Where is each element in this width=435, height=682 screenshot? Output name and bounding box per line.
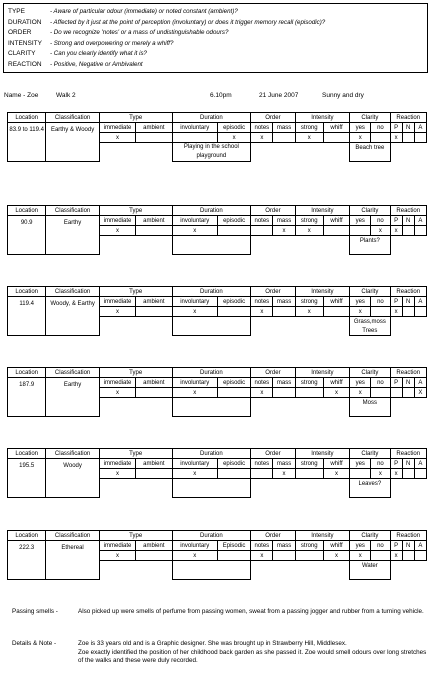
classification-header: Classification	[46, 368, 100, 378]
legend-desc: - Do we recognize 'notes' or a mass of undistinguishable odours?	[50, 29, 229, 36]
subheader-immediate: immediate	[99, 216, 135, 226]
type-header: Type	[99, 368, 172, 378]
mark-cell	[273, 551, 295, 561]
classification-header: Classification	[46, 287, 100, 297]
mark-cell	[402, 133, 414, 143]
legend-row	[8, 39, 423, 50]
subheader-mass: mass	[273, 297, 295, 307]
subheader-notes: notes	[251, 297, 273, 307]
clarity-note: Grass,moss Trees	[350, 317, 390, 336]
observation-table	[7, 112, 427, 162]
mark-cell: x	[295, 133, 323, 143]
mark-cell: x	[251, 551, 273, 561]
observation-table	[7, 286, 427, 336]
mark-cell	[136, 226, 172, 236]
observation-table	[7, 205, 427, 255]
mark-cell	[402, 226, 414, 236]
participant-name: Name - Zoe	[4, 92, 39, 99]
reaction-header: Reaction	[390, 287, 426, 297]
subheader-involuntary: involuntary	[172, 378, 217, 388]
clarity-note: Moss	[350, 398, 390, 417]
walk-header	[4, 92, 424, 102]
legend-desc: - Affected by it just at the point of perception (involuntary) or does it trigger memory recall (episodic)?	[50, 18, 326, 26]
subheader-ambient: ambient	[136, 459, 172, 469]
location-cell: 119.4	[8, 297, 46, 336]
subheader-episodic: episodic	[217, 378, 250, 388]
walk-date: 21 June 2007	[259, 92, 299, 99]
subheader-n: N	[402, 378, 414, 388]
subheader-a: A	[414, 378, 426, 388]
subheader-strong: strong	[295, 378, 323, 388]
location-cell: 222.3	[8, 541, 46, 580]
subheader-mass: mass	[273, 459, 295, 469]
mark-cell: x	[172, 388, 217, 398]
details-text	[78, 640, 428, 666]
subheader-notes: notes	[251, 123, 273, 133]
blank-cell	[390, 561, 426, 580]
clarity-header: Clarity	[350, 531, 390, 541]
subheader-n: N	[402, 297, 414, 307]
classification-cell: Earthy & Woody	[46, 123, 100, 162]
subheader-n: N	[402, 216, 414, 226]
subheader-strong: strong	[295, 123, 323, 133]
mark-cell: x	[371, 226, 390, 236]
blank-cell	[99, 317, 172, 336]
blank-cell	[251, 236, 350, 255]
mark-cell	[323, 133, 349, 143]
subheader-episodic: episodic	[217, 216, 250, 226]
mark-cell	[371, 133, 390, 143]
clarity-header: Clarity	[350, 287, 390, 297]
subheader-episodic: episodic	[217, 459, 250, 469]
duration-header: Duration	[172, 449, 251, 459]
mark-cell	[371, 307, 390, 317]
subheader-episodic: Episodic	[217, 541, 250, 551]
intensity-header: Intensity	[295, 206, 350, 216]
subheader-whiff: whiff	[323, 297, 349, 307]
order-header: Order	[251, 449, 295, 459]
blank-cell	[99, 561, 172, 580]
subheader-p: P	[390, 216, 402, 226]
subheader-strong: strong	[295, 541, 323, 551]
type-header: Type	[99, 206, 172, 216]
order-header: Order	[251, 206, 295, 216]
mark-cell: x	[295, 307, 323, 317]
blank-cell	[99, 143, 172, 162]
clarity-note: Plants?	[350, 236, 390, 255]
type-header: Type	[99, 531, 172, 541]
reaction-header: Reaction	[390, 206, 426, 216]
blank-cell	[251, 143, 350, 162]
duration-header: Duration	[172, 368, 251, 378]
passing-smells-text: Also picked up were smells of perfume from passing women, sweat from a passing jogger and rubber from a turning vehicle.	[78, 608, 424, 615]
mark-cell	[251, 226, 273, 236]
subheader-whiff: whiff	[323, 459, 349, 469]
mark-cell	[136, 133, 172, 143]
blank-cell	[390, 398, 426, 417]
subheader-yes: yes	[350, 216, 371, 226]
observation-table	[7, 367, 427, 417]
mark-cell	[323, 226, 349, 236]
subheader-strong: strong	[295, 459, 323, 469]
duration-note	[172, 561, 251, 580]
subheader-yes: yes	[350, 123, 371, 133]
mark-cell: x	[99, 469, 135, 479]
duration-note	[172, 236, 251, 255]
location-cell: 90.9	[8, 216, 46, 255]
mark-cell: x	[251, 133, 273, 143]
subheader-a: A	[414, 297, 426, 307]
mark-cell	[217, 226, 250, 236]
subheader-whiff: whiff	[323, 378, 349, 388]
legend-key: REACTION	[8, 60, 42, 68]
type-header: Type	[99, 449, 172, 459]
passing-smells	[12, 608, 432, 628]
blank-cell	[251, 561, 350, 580]
classification-header: Classification	[46, 206, 100, 216]
header-row	[8, 449, 427, 459]
subheader-strong: strong	[295, 297, 323, 307]
subheader-whiff: whiff	[323, 541, 349, 551]
subheader-immediate: immediate	[99, 378, 135, 388]
order-header: Order	[251, 531, 295, 541]
subheader-notes: notes	[251, 541, 273, 551]
subheader-mass: mass	[273, 216, 295, 226]
duration-header: Duration	[172, 206, 251, 216]
clarity-header: Clarity	[350, 113, 390, 123]
subheader-involuntary: involuntary	[172, 216, 217, 226]
duration-header: Duration	[172, 113, 251, 123]
walk-time: 6.10pm	[210, 92, 232, 99]
classification-header: Classification	[46, 449, 100, 459]
mark-cell	[414, 226, 426, 236]
subheader-ambient: ambient	[136, 541, 172, 551]
header-row	[8, 206, 427, 216]
walk-weather: Sunny and dry	[322, 92, 364, 99]
subheader-a: A	[414, 541, 426, 551]
mark-cell	[402, 388, 414, 398]
subheader-p: P	[390, 541, 402, 551]
subheader-ambient: ambient	[136, 378, 172, 388]
legend-desc: - Positive, Negative or Ambivalent	[50, 60, 143, 68]
subheader-yes: yes	[350, 541, 371, 551]
legend-key: ORDER	[8, 29, 32, 36]
header-row	[8, 287, 427, 297]
classification-cell: Woody, & Earthy	[46, 297, 100, 336]
mark-cell	[273, 388, 295, 398]
reaction-header: Reaction	[390, 531, 426, 541]
classification-header: Classification	[46, 113, 100, 123]
subheader-involuntary: involuntary	[172, 541, 217, 551]
blank-cell	[99, 398, 172, 417]
mark-cell: x	[295, 226, 323, 236]
mark-cell	[273, 133, 295, 143]
mark-cell: x	[350, 551, 371, 561]
location-header: Location	[8, 531, 46, 541]
mark-cell: x	[99, 133, 135, 143]
subheader-n: N	[402, 123, 414, 133]
duration-header: Duration	[172, 531, 251, 541]
subheader-notes: notes	[251, 459, 273, 469]
classification-header: Classification	[46, 531, 100, 541]
mark-cell: x	[371, 469, 390, 479]
subheader-row	[8, 123, 427, 133]
subheader-row	[8, 216, 427, 226]
subheader-mass: mass	[273, 123, 295, 133]
duration-note	[172, 479, 251, 498]
mark-cell: x	[217, 133, 250, 143]
subheader-episodic: episodic	[217, 297, 250, 307]
mark-cell: x	[172, 226, 217, 236]
legend-row	[8, 7, 423, 18]
mark-cell	[136, 551, 172, 561]
blank-cell	[251, 317, 350, 336]
duration-header: Duration	[172, 287, 251, 297]
intensity-header: Intensity	[295, 449, 350, 459]
mark-cell	[350, 226, 371, 236]
subheader-episodic: episodic	[217, 123, 250, 133]
blank-cell	[390, 479, 426, 498]
mark-cell: x	[350, 307, 371, 317]
mark-cell	[414, 307, 426, 317]
mark-cell	[323, 307, 349, 317]
legend-box	[3, 3, 428, 73]
classification-cell: Ethereal	[46, 541, 100, 580]
subheader-no: no	[371, 216, 390, 226]
legend-key: CLARITY	[8, 50, 36, 57]
classification-cell: Woody	[46, 459, 100, 498]
subheader-no: no	[371, 297, 390, 307]
intensity-header: Intensity	[295, 368, 350, 378]
subheader-yes: yes	[350, 297, 371, 307]
clarity-header: Clarity	[350, 368, 390, 378]
mark-cell: x	[390, 469, 402, 479]
observation-table	[7, 448, 427, 498]
mark-cell	[136, 307, 172, 317]
passing-smells-label: Passing smells -	[12, 608, 58, 615]
subheader-involuntary: involuntary	[172, 459, 217, 469]
subheader-row	[8, 459, 427, 469]
mark-cell: x	[273, 226, 295, 236]
walk-label: Walk 2	[56, 92, 76, 99]
subheader-p: P	[390, 297, 402, 307]
intensity-header: Intensity	[295, 531, 350, 541]
subheader-n: N	[402, 459, 414, 469]
subheader-whiff: whiff	[323, 123, 349, 133]
mark-cell	[371, 551, 390, 561]
subheader-ambient: ambient	[136, 216, 172, 226]
subheader-immediate: immediate	[99, 541, 135, 551]
type-header: Type	[99, 287, 172, 297]
mark-cell	[402, 551, 414, 561]
location-cell: 195.5	[8, 459, 46, 498]
header-row	[8, 368, 427, 378]
mark-cell	[390, 388, 402, 398]
legend-key: DURATION	[8, 18, 42, 26]
subheader-row	[8, 541, 427, 551]
clarity-header: Clarity	[350, 449, 390, 459]
subheader-ambient: ambient	[136, 297, 172, 307]
mark-cell	[402, 469, 414, 479]
mark-cell	[217, 469, 250, 479]
subheader-p: P	[390, 123, 402, 133]
subheader-no: no	[371, 378, 390, 388]
location-cell: 187.9	[8, 378, 46, 417]
mark-cell: x	[350, 133, 371, 143]
blank-cell	[390, 236, 426, 255]
duration-note	[172, 317, 251, 336]
blank-cell	[251, 398, 350, 417]
legend-row	[8, 49, 423, 60]
mark-cell	[350, 469, 371, 479]
duration-note: Playing in the school playground	[172, 143, 251, 162]
mark-cell	[295, 551, 323, 561]
blank-cell	[390, 317, 426, 336]
details-text-2: Zoe exactly identified the position of her childhood back garden as she passed it. Zoe would smell odours over long stretches of the walks and these were duly recorded.	[78, 648, 427, 664]
legend-row	[8, 28, 423, 39]
mark-cell: x	[390, 226, 402, 236]
subheader-mass: mass	[273, 378, 295, 388]
mark-cell	[217, 307, 250, 317]
subheader-ambient: ambient	[136, 123, 172, 133]
header-row	[8, 113, 427, 123]
mark-cell: x	[323, 469, 349, 479]
order-header: Order	[251, 287, 295, 297]
subheader-a: A	[414, 459, 426, 469]
mark-cell: x	[172, 469, 217, 479]
legend-row	[8, 18, 423, 29]
clarity-note: Beach tree	[350, 143, 390, 162]
mark-cell: x	[172, 307, 217, 317]
location-header: Location	[8, 206, 46, 216]
subheader-p: P	[390, 378, 402, 388]
mark-cell	[136, 388, 172, 398]
legend-desc: - Can you clearly identify what it is?	[50, 50, 147, 57]
reaction-header: Reaction	[390, 449, 426, 459]
mark-cell	[251, 469, 273, 479]
clarity-note: Water	[350, 561, 390, 580]
observation-table	[7, 530, 427, 580]
duration-note	[172, 398, 251, 417]
subheader-notes: notes	[251, 216, 273, 226]
location-header: Location	[8, 449, 46, 459]
legend-key: TYPE	[8, 8, 25, 15]
subheader-involuntary: involuntary	[172, 297, 217, 307]
mark-cell: x	[273, 469, 295, 479]
classification-cell: Earthy	[46, 378, 100, 417]
mark-cell: x	[323, 388, 349, 398]
mark-cell	[371, 388, 390, 398]
location-header: Location	[8, 287, 46, 297]
reaction-header: Reaction	[390, 113, 426, 123]
order-header: Order	[251, 368, 295, 378]
subheader-no: no	[371, 459, 390, 469]
subheader-yes: yes	[350, 378, 371, 388]
details-label: Details & Note -	[12, 640, 57, 647]
mark-cell	[295, 388, 323, 398]
mark-cell: x	[99, 226, 135, 236]
mark-cell	[273, 307, 295, 317]
mark-cell	[136, 469, 172, 479]
location-header: Location	[8, 368, 46, 378]
subheader-row	[8, 297, 427, 307]
blank-cell	[99, 236, 172, 255]
mark-cell	[414, 469, 426, 479]
intensity-header: Intensity	[295, 113, 350, 123]
clarity-header: Clarity	[350, 206, 390, 216]
mark-cell	[414, 551, 426, 561]
subheader-a: A	[414, 123, 426, 133]
subheader-mass: mass	[273, 541, 295, 551]
mark-cell: x	[172, 551, 217, 561]
mark-cell	[402, 307, 414, 317]
mark-cell: X	[414, 388, 426, 398]
subheader-yes: yes	[350, 459, 371, 469]
subheader-involuntary: involuntary	[172, 123, 217, 133]
subheader-strong: strong	[295, 216, 323, 226]
mark-cell: x	[99, 307, 135, 317]
mark-cell: x	[251, 307, 273, 317]
details-text-1: Zoe is 33 years old and is a Graphic designer. She was brought up in Strawberry Hill, Middlesex.	[78, 640, 347, 647]
mark-cell	[217, 388, 250, 398]
blank-cell	[251, 479, 350, 498]
blank-cell	[390, 143, 426, 162]
legend-desc: - Strong and overpowering or merely a whiff?	[50, 39, 174, 47]
classification-cell: Earthy	[46, 216, 100, 255]
subheader-immediate: immediate	[99, 459, 135, 469]
mark-cell: x	[390, 307, 402, 317]
location-cell: 83.9 to 119.4	[8, 123, 46, 162]
clarity-note: Leaves?	[350, 479, 390, 498]
intensity-header: Intensity	[295, 287, 350, 297]
subheader-no: no	[371, 541, 390, 551]
location-header: Location	[8, 113, 46, 123]
legend-desc: - Aware of particular odour (immediate) or noted constant (ambient)?	[50, 8, 238, 15]
mark-cell	[172, 133, 217, 143]
subheader-a: A	[414, 216, 426, 226]
reaction-header: Reaction	[390, 368, 426, 378]
subheader-row	[8, 378, 427, 388]
subheader-no: no	[371, 123, 390, 133]
mark-cell: x	[251, 388, 273, 398]
blank-cell	[99, 479, 172, 498]
details-notes	[12, 640, 432, 678]
mark-cell: x	[323, 551, 349, 561]
mark-cell	[295, 469, 323, 479]
type-header: Type	[99, 113, 172, 123]
legend-row	[8, 60, 423, 71]
subheader-whiff: whiff	[323, 216, 349, 226]
mark-cell: x	[99, 388, 135, 398]
mark-cell	[414, 133, 426, 143]
mark-cell	[217, 551, 250, 561]
subheader-immediate: immediate	[99, 123, 135, 133]
subheader-n: N	[402, 541, 414, 551]
mark-cell: x	[390, 551, 402, 561]
legend-key: INTENSITY	[8, 39, 42, 47]
subheader-notes: notes	[251, 378, 273, 388]
subheader-p: P	[390, 459, 402, 469]
order-header: Order	[251, 113, 295, 123]
mark-cell: x	[350, 388, 371, 398]
subheader-immediate: immediate	[99, 297, 135, 307]
mark-cell: x	[99, 551, 135, 561]
mark-cell: x	[390, 133, 402, 143]
header-row	[8, 531, 427, 541]
